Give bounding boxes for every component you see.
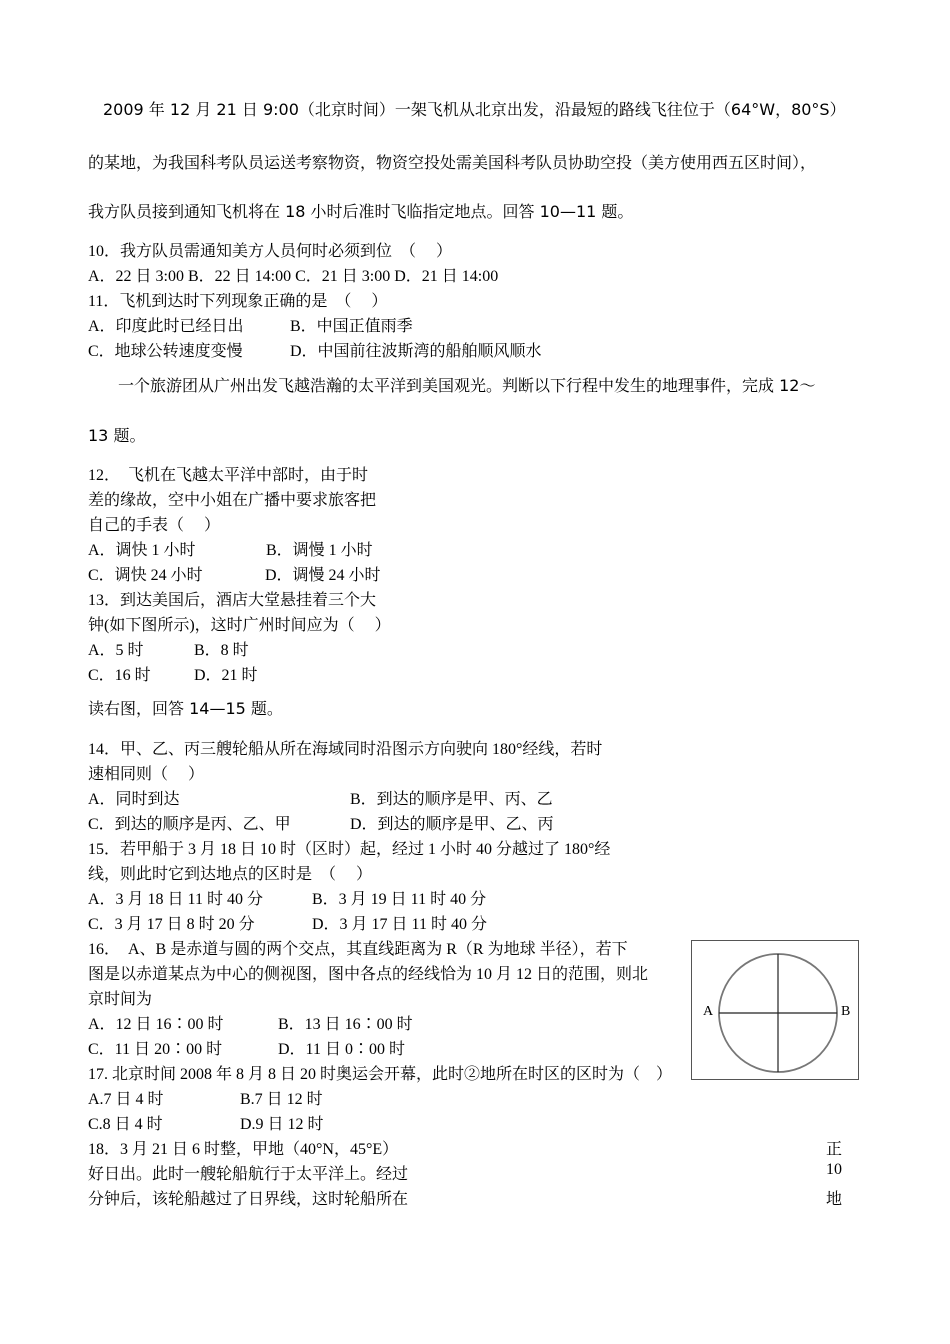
- q16-line1: 16． A、B 是赤道与圆的两个交点，其直线距离为 R（R 为地球 半径），若下: [88, 941, 628, 958]
- q16-figure: [691, 940, 859, 1080]
- q18-right3: 地: [825, 1191, 842, 1208]
- q14-line2: 速相同则（ ）: [88, 766, 205, 783]
- q10-stem: 10．我方队员需通知美方人员何时必须到位 （ ）: [88, 243, 453, 260]
- q11-option-b: B．中国正值雨季: [290, 318, 413, 335]
- q16-line3: 京时间为: [88, 991, 153, 1008]
- q11-option-d: D．中国前往波斯湾的船舶顺风顺水: [290, 343, 542, 360]
- q16-line2: 图是以赤道某点为中心的侧视图，图中各点的经线恰为 10 月 12 日的范围，则北: [88, 966, 649, 983]
- q13-option-d: D．21 时: [194, 667, 258, 684]
- q15-line1: 15．若甲船于 3 月 18 日 10 时（区时）起，经过 1 小时 40 分越过了 180°经: [88, 841, 611, 858]
- q15-line2: 线，则此时它到达地点的区时是 （ ）: [88, 866, 373, 883]
- q14-option-a: A．同时到达: [88, 791, 180, 808]
- q12-option-d: D．调慢 24 小时: [265, 567, 381, 584]
- q18-line2: 好日出。此时一艘轮船航行于太平洋上。经过: [88, 1166, 409, 1183]
- q13-line2: 钟(如下图所示)，这时广州时间应为（ ）: [88, 617, 391, 634]
- q12-option-a: A．调快 1 小时: [88, 542, 196, 559]
- q16-option-c: C．11 日 20∶00 时: [88, 1041, 223, 1058]
- intro1-line3: 我方队员接到通知飞机将在 18 小时后准时飞临指定地点。回答 10—11 题。: [88, 202, 634, 221]
- q12-line1: 12． 飞机在飞越太平洋中部时，由于时: [88, 467, 369, 484]
- q14-option-d: D．到达的顺序是甲、乙、丙: [350, 816, 554, 833]
- q15-option-b: B．3 月 19 日 11 时 40 分: [312, 891, 487, 908]
- figure-label-b: B: [841, 1004, 851, 1019]
- q16-option-d: D．11 日 0∶00 时: [278, 1041, 405, 1058]
- q13-line1: 13．到达美国后，酒店大堂悬挂着三个大: [88, 592, 377, 609]
- q18-right1: 正: [825, 1141, 842, 1158]
- q18-right2: 10: [826, 1161, 842, 1178]
- q12-option-c: C．调快 24 小时: [88, 567, 203, 584]
- q12-line3: 自己的手表（ ）: [88, 517, 221, 534]
- intro1-line1: 2009 年 12 月 21 日 9:00（北京时间）一架飞机从北京出发，沿最短的路线飞往位于（64°W，80°S）: [103, 100, 846, 119]
- q15-option-d: D．3 月 17 日 11 时 40 分: [312, 916, 487, 933]
- q12-option-b: B．调慢 1 小时: [266, 542, 373, 559]
- q16-option-a: A．12 日 16∶00 时: [88, 1016, 224, 1033]
- circle-diagram: [692, 941, 860, 1081]
- q15-option-a: A．3 月 18 日 11 时 40 分: [88, 891, 263, 908]
- intro2-line2: 13 题。: [88, 426, 146, 445]
- q10-options: A．22 日 3:00 B．22 日 14:00 C．21 日 3:00 D．21 日 14:00: [88, 268, 499, 285]
- q17-stem: 17. 北京时间 2008 年 8 月 8 日 20 时奥运会开幕，此时②地所在时区的区时为（ ）: [88, 1066, 673, 1083]
- q13-option-c: C．16 时: [88, 667, 151, 684]
- q14-option-b: B．到达的顺序是甲、丙、乙: [350, 791, 553, 808]
- q13-option-b: B．8 时: [194, 642, 249, 659]
- figure-label-a: A: [703, 1004, 714, 1019]
- q11-option-a: A．印度此时已经日出: [88, 318, 244, 335]
- q12-line2: 差的缘故，空中小姐在广播中要求旅客把: [88, 492, 377, 509]
- q17-option-a: A.7 日 4 时: [88, 1091, 164, 1108]
- q11-stem: 11．飞机到达时下列现象正确的是 （ ）: [88, 293, 388, 310]
- q14-option-c: C．到达的顺序是丙、乙、甲: [88, 816, 291, 833]
- q17-option-b: B.7 日 12 时: [240, 1091, 323, 1108]
- q16-option-b: B．13 日 16∶00 时: [278, 1016, 413, 1033]
- intro2-line1: 一个旅游团从广州出发飞越浩瀚的太平洋到美国观光。判断以下行程中发生的地理事件，完成 12～: [118, 376, 816, 395]
- q18-line1: 18．3 月 21 日 6 时整，甲地（40°N，45°E）: [88, 1141, 399, 1158]
- q11-option-c: C．地球公转速度变慢: [88, 343, 243, 360]
- q14-line1: 14．甲、乙、丙三艘轮船从所在海域同时沿图示方向驶向 180°经线，若时: [88, 741, 603, 758]
- q17-option-d: D.9 日 12 时: [240, 1116, 324, 1133]
- q15-option-c: C．3 月 17 日 8 时 20 分: [88, 916, 255, 933]
- q18-line3: 分钟后，该轮船越过了日界线，这时轮船所在: [88, 1191, 409, 1208]
- intro1-line2: 的某地，为我国科考队员运送考察物资，物资空投处需美国科考队员协助空投（美方使用西五区时间），: [88, 153, 817, 172]
- intro3: 读右图，回答 14—15 题。: [88, 699, 283, 718]
- q13-option-a: A．5 时: [88, 642, 144, 659]
- q17-option-c: C.8 日 4 时: [88, 1116, 163, 1133]
